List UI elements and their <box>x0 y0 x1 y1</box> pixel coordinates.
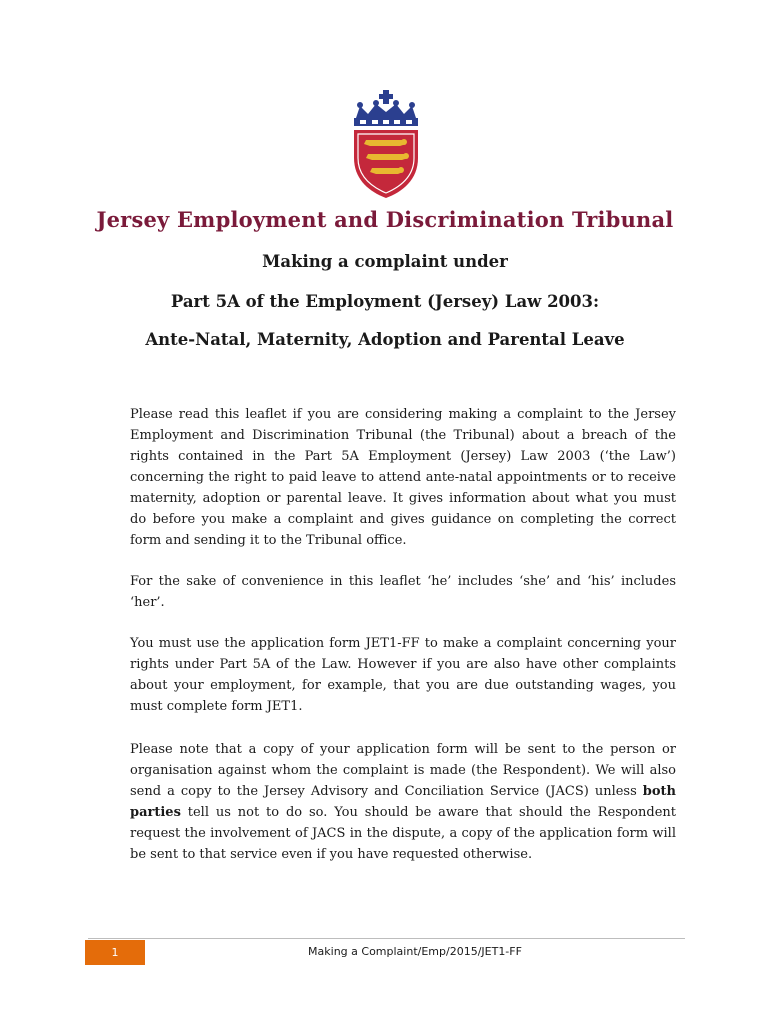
subtitle-law-part: Part 5A of the Employment (Jersey) Law 2003: <box>170 292 600 311</box>
subtitle-making-complaint: Making a complaint under <box>262 252 508 271</box>
copy-notice-paragraph <box>130 739 676 865</box>
application-form-paragraph: You must use the application form JET1-FF to make a complaint concerning your rights under Part 5A of the Law. However if you are also have other complaints about your employment, for example, that you are due outstanding wages, you must complete form JET1. <box>130 636 676 714</box>
page-number-badge: 1 <box>85 940 145 965</box>
footer-reference: Making a Complaint/Emp/2015/JET1-FF <box>308 945 522 958</box>
intro-paragraph: Please read this leaflet if you are considering making a complaint to the Jersey Employment and Discrimination Tribunal (the Tribunal) about a breach of the rights contained in the Part 5A Employment (Jersey) Law 2003 (‘the Law’) concerning the right to paid leave to attend ante-natal appointments or to receive maternity, adoption or parental leave. It gives information about what you must do before you make a complaint and gives guidance on completing the correct form and sending it to the Tribunal office. <box>130 407 676 548</box>
jersey-coat-of-arms-icon <box>350 88 422 200</box>
footer-divider <box>88 938 685 939</box>
convenience-paragraph: For the sake of convenience in this leaflet ‘he’ includes ‘she’ and ‘his’ includes ‘her’. <box>130 574 676 610</box>
subtitle-leave-types: Ante-Natal, Maternity, Adoption and Parental Leave <box>145 330 625 349</box>
copy-notice-text-start: Please note that a copy of your application form will be sent to the person or organisation against whom the complaint is made (the Respondent). We will also send a copy to the Jersey Advisory and Conciliation Service (JACS) unless <box>130 742 676 799</box>
copy-notice-text-end: tell us not to do so. You should be aware that should the Respondent request the involvement of JACS in the dispute, a copy of the application form will be sent to that service even if you have requested otherwise. <box>130 805 676 862</box>
page-title: Jersey Employment and Discrimination Tribunal <box>96 207 674 232</box>
both-parties-emphasis: both parties <box>130 784 676 820</box>
